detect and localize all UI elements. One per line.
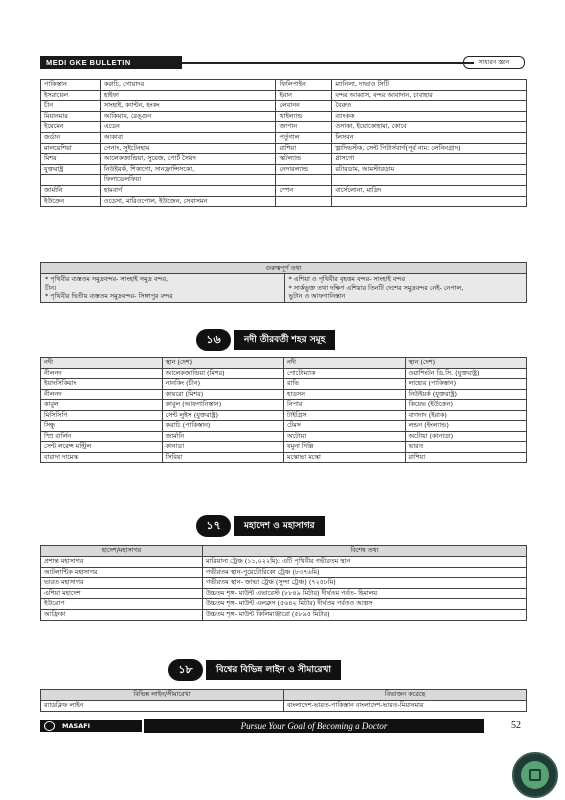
table-cell: নিউইয়র্ক (যুক্তরাষ্ট্র): [405, 389, 527, 400]
table-row: [41, 80, 527, 91]
table-cell: মিয়ানমার: [41, 111, 101, 122]
table-row: [41, 599, 527, 610]
table-cell: বিশেষ তথ্য: [203, 546, 527, 557]
table-cell: গভীরতম স্থান- জাভা ট্রেঞ্চ (সুন্দা ট্রেঞ্চ) (৭২৫৮মি): [203, 578, 527, 589]
lines-table: [40, 689, 527, 712]
table-row: [41, 154, 527, 165]
table-cell: মালয়েশিয়া: [41, 143, 101, 154]
logo-text: MASAFI: [62, 722, 91, 730]
table-cell: লেবানন: [276, 101, 332, 112]
table-row: [41, 701, 527, 712]
table-cell: গভীরতম স্থান-পুয়েটোরিকো ট্রেঞ্চ (৮৩৭৬মি): [203, 567, 527, 578]
table-cell: রটারডাম, আমস্টারডাম: [332, 164, 527, 175]
table-cell: ইয়াংসিকিয়াং: [41, 379, 163, 390]
table-row: [41, 410, 527, 421]
logo-icon: [44, 721, 55, 731]
table-cell: ইরান: [276, 90, 332, 101]
fab-inner: [521, 761, 549, 789]
table-cell: [332, 196, 527, 207]
table-row: [41, 101, 527, 112]
table-cell: থাইল্যান্ড: [276, 111, 332, 122]
table-cell: সিন্ধু: [41, 421, 163, 432]
table-cell: করাচি, গোয়াদর: [100, 80, 276, 91]
table-cell: [276, 175, 332, 186]
table-row: [41, 175, 527, 186]
table-cell: হামবার্গ: [100, 185, 276, 196]
table-cell: ইউরোপ: [41, 599, 203, 610]
table-row: [41, 431, 527, 442]
page-footer: [40, 719, 525, 733]
table-row: [41, 578, 527, 589]
table-cell: মিশর: [41, 154, 101, 165]
table-cell: নীলনদ: [41, 368, 163, 379]
table-cell: ভারত: [405, 442, 527, 453]
table-row: [41, 588, 527, 599]
table-cell: আকিয়াব, রেঙ্গুন: [100, 111, 276, 122]
table-cell: বারাদা দামেস্ক: [41, 452, 163, 463]
table-row: [41, 111, 527, 122]
table-cell: সেন্ট লুইস (যুক্তরাষ্ট্র): [162, 410, 284, 421]
table-cell: বিভাজন করেছে: [284, 690, 527, 701]
table-cell: র‍্যাডক্লিফ লাইন: [41, 701, 284, 712]
table-cell: পর্তুগাল: [276, 132, 332, 143]
table-cell: বিভিন্ন লাইন/সীমারেখা: [41, 690, 284, 701]
table-cell: মিসিসিপি: [41, 410, 163, 421]
table-cell: বাংলাদেশ-ভারত-পাকিস্তান বাংলাদেশ-ভারত-মিয়ানমার: [284, 701, 527, 712]
bulletin-title: MEDI GKE BULLETIN: [40, 56, 182, 69]
table-cell: লাহোর (পাকিস্তান): [405, 379, 527, 390]
table-cell: ওডেসা, মারিওপোল, ইউজেন, সেবাসমন: [100, 196, 276, 207]
table-cell: জার্মানি: [162, 431, 284, 442]
continents-table: [40, 545, 527, 621]
table-cell: ম্যানিলা, দাভাও সিটি: [332, 80, 527, 91]
table-cell: জর্ডান: [41, 132, 101, 143]
table-cell: হাদেশ/মহাসাগর: [41, 546, 203, 557]
table-cell: রাশিয়া: [405, 452, 527, 463]
ports-table: [40, 79, 527, 207]
table-cell: ইসরায়েল: [41, 90, 101, 101]
info-line: * সার্কভুক্ত তথা দক্ষিণ এশিয়ার তিনটি দেশের সমুদ্রবন্দর নেই- নেপাল,: [288, 283, 464, 292]
table-cell: পোটোম্যাক: [284, 368, 406, 379]
table-row: [41, 368, 527, 379]
table-cell: বাগদাদ (ইরাক): [405, 410, 527, 421]
table-cell: ভারত মহাসাগর: [41, 578, 203, 589]
table-cell: যমুনা দিল্লি: [284, 442, 406, 453]
table-row: [41, 567, 527, 578]
chapter-label: সাধারণ জ্ঞান: [463, 56, 525, 69]
info-line: ভুটান ও আফগানিস্তান: [288, 292, 346, 301]
table-cell: [41, 175, 101, 186]
table-cell: সাংহাই, ক্যান্টন, হংকং: [100, 101, 276, 112]
floating-action-button[interactable]: [512, 752, 558, 798]
table-cell: টাইগ্রিস: [284, 410, 406, 421]
table-row: [41, 164, 527, 175]
table-cell: মারিয়ানা ট্রেঞ্চ (১১,০২২মি): এটি পৃথিবীর গভীরতম স্থান: [203, 557, 527, 568]
table-cell: স্কটল্যান্ড: [276, 154, 332, 165]
table-cell: এশিয়া মহাদেশ: [41, 588, 203, 599]
table-row: [41, 196, 527, 207]
table-cell: নানকিং (চীন): [162, 379, 284, 390]
table-cell: স্প্রি বার্লিন: [41, 431, 163, 442]
table-cell: বন্দর আব্বাস, বন্দর আবাদান, চাবাহার: [332, 90, 527, 101]
table-cell: জাপান: [276, 122, 332, 133]
table-cell: ফিলিপাইন: [276, 80, 332, 91]
table-row: [41, 122, 527, 133]
table-row: [41, 690, 527, 701]
table-cell: ইউক্রেন: [41, 196, 101, 207]
footer-logo: [40, 720, 142, 732]
table-row: [41, 132, 527, 143]
table-row: [41, 452, 527, 463]
table-cell: [332, 175, 527, 186]
table-cell: সিরিয়া: [162, 452, 284, 463]
table-row: [41, 143, 527, 154]
table-cell: আফ্রিকা: [41, 609, 203, 620]
table-cell: ফিলাডেলফিয়া: [100, 175, 276, 186]
table-cell: নিউইয়র্ক, শিকাগো, সানফ্রান্সিসকো,: [100, 164, 276, 175]
section-18-heading: [168, 660, 418, 680]
table-cell: কিয়েভ (ইউক্রেন): [405, 400, 527, 411]
table-cell: এডেন: [100, 122, 276, 133]
table-cell: নদী: [41, 358, 163, 369]
table-cell: বার্সেলোনা, মাদ্রিদ: [332, 185, 527, 196]
table-cell: কায়রো (মিশর): [162, 389, 284, 400]
table-cell: জার্মানি: [41, 185, 101, 196]
table-row: [41, 400, 527, 411]
table-cell: পেনাং, সুইটেনহাম: [100, 143, 276, 154]
table-cell: যুক্তরাষ্ট্র: [41, 164, 101, 175]
table-cell: সেন্ট লরেন্স মন্ট্রিল: [41, 442, 163, 453]
table-cell: অটোয়া: [284, 431, 406, 442]
section-number: ১৮: [168, 659, 203, 681]
table-cell: নদী: [284, 358, 406, 369]
section-17-heading: [196, 516, 396, 536]
table-row: [41, 421, 527, 432]
section-title: বিশ্বের বিভিন্ন লাইন ও সীমারেখা: [206, 660, 341, 680]
table-cell: হাডসন: [284, 389, 406, 400]
header-rule: [182, 62, 474, 64]
table-row: [41, 358, 527, 369]
table-cell: প্রশান্ত মহাসাগর: [41, 557, 203, 568]
river-cities-table: [40, 357, 527, 463]
section-16-heading: [196, 330, 396, 350]
table-cell: করাচি (পাকিস্তান): [162, 421, 284, 432]
table-cell: ওয়াশিংটন ডি.সি. (যুক্তরাষ্ট্র): [405, 368, 527, 379]
table-cell: স্পেন: [276, 185, 332, 196]
page-number: 52: [511, 720, 521, 731]
table-row: [41, 442, 527, 453]
table-cell: আকাবা: [100, 132, 276, 143]
table-cell: ওসাকা, ইয়োকোহামা, কোবে: [332, 122, 527, 133]
table-cell: বৈরুত: [332, 101, 527, 112]
info-right: [284, 274, 527, 302]
info-line: চীন।: [45, 283, 57, 292]
table-cell: অটোয়া (কানাডা): [405, 431, 527, 442]
table-cell: পাকিস্তান: [41, 80, 101, 91]
table-row: [41, 557, 527, 568]
info-left: [41, 274, 284, 302]
info-line: * পৃথিবীর ব্যস্ততম সমুদ্রবন্দর- সাংহাই সমুদ্র বন্দর,: [45, 275, 169, 283]
bulletin-header: [40, 56, 525, 70]
section-title: নদী তীরবর্তী শহর সমূহ: [234, 330, 335, 350]
table-row: [41, 546, 527, 557]
table-cell: নীলনদ: [41, 389, 163, 400]
table-cell: ব্যাংকক: [332, 111, 527, 122]
table-cell: কাবুল (আফগানিস্তান): [162, 400, 284, 411]
book-icon: [529, 769, 541, 781]
table-cell: লন্ডন (ইংল্যান্ড): [405, 421, 527, 432]
info-title: গুরুত্বপূর্ণ তথ্য: [41, 263, 526, 274]
footer-slogan: Pursue Your Goal of Becoming a Doctor: [144, 719, 484, 733]
table-cell: ভ্লাদিভস্টক, সেন্ট পিটার্সবার্গ(পূর্ব নাম: লেনিনগ্রাদ): [332, 143, 527, 154]
table-cell: গ্লাসগো: [332, 154, 527, 165]
table-cell: স্থান (দেশ): [162, 358, 284, 369]
table-cell: টেমস: [284, 421, 406, 432]
table-cell: রাশিয়া: [276, 143, 332, 154]
table-cell: মস্কোভা মস্কো: [284, 452, 406, 463]
table-row: [41, 185, 527, 196]
table-cell: আলেকজান্দ্রিয়া (মিশর): [162, 368, 284, 379]
table-cell: চীন: [41, 101, 101, 112]
table-cell: রাভি: [284, 379, 406, 390]
table-cell: কানাডা: [162, 442, 284, 453]
table-cell: উচ্চতম শৃঙ্গ- মাউন্ট কিলিমাঞ্জারো (৫৮৯৫ মিটার): [203, 609, 527, 620]
table-cell: লিসবন: [332, 132, 527, 143]
table-row: [41, 379, 527, 390]
section-number: ১৭: [196, 515, 231, 537]
info-line: * এশিয়া ও পৃথিবীর বৃহত্তম বন্দর- সাংহাই বন্দর: [288, 275, 406, 283]
table-cell: হাইফা: [100, 90, 276, 101]
table-cell: আলেকজান্দ্রিয়া, সুয়েজ, পোর্ট সৈয়দ: [100, 154, 276, 165]
table-cell: ইয়েমেন: [41, 122, 101, 133]
table-cell: [276, 196, 332, 207]
important-info-box: [40, 262, 527, 303]
table-row: [41, 90, 527, 101]
table-cell: উচ্চতম শৃঙ্গ- মাউন্ট এলব্রুস (৫৬৪২ মিটার) দীর্ঘতম পর্বতও আল্পস: [203, 599, 527, 610]
table-cell: উচ্চতম শৃঙ্গ- মাউন্ট এভারেস্ট (৮৮৪৯ মিটার) দীর্ঘতম পর্বত- হিমালয়: [203, 588, 527, 599]
info-line: * পৃথিবীর দ্বিতীয় ব্যস্ততম সমুদ্রবন্দর- সিঙ্গাপুর বন্দর: [45, 292, 173, 301]
table-cell: কাবুল: [41, 400, 163, 411]
table-row: [41, 389, 527, 400]
table-cell: নিপার: [284, 400, 406, 411]
section-number: ১৬: [196, 329, 231, 351]
section-title: মহাদেশ ও মহাসাগর: [234, 516, 325, 536]
table-cell: আটলান্টিক মহাসাগর: [41, 567, 203, 578]
table-cell: স্থান (দেশ): [405, 358, 527, 369]
table-row: [41, 609, 527, 620]
table-cell: নেদারল্যান্ড: [276, 164, 332, 175]
